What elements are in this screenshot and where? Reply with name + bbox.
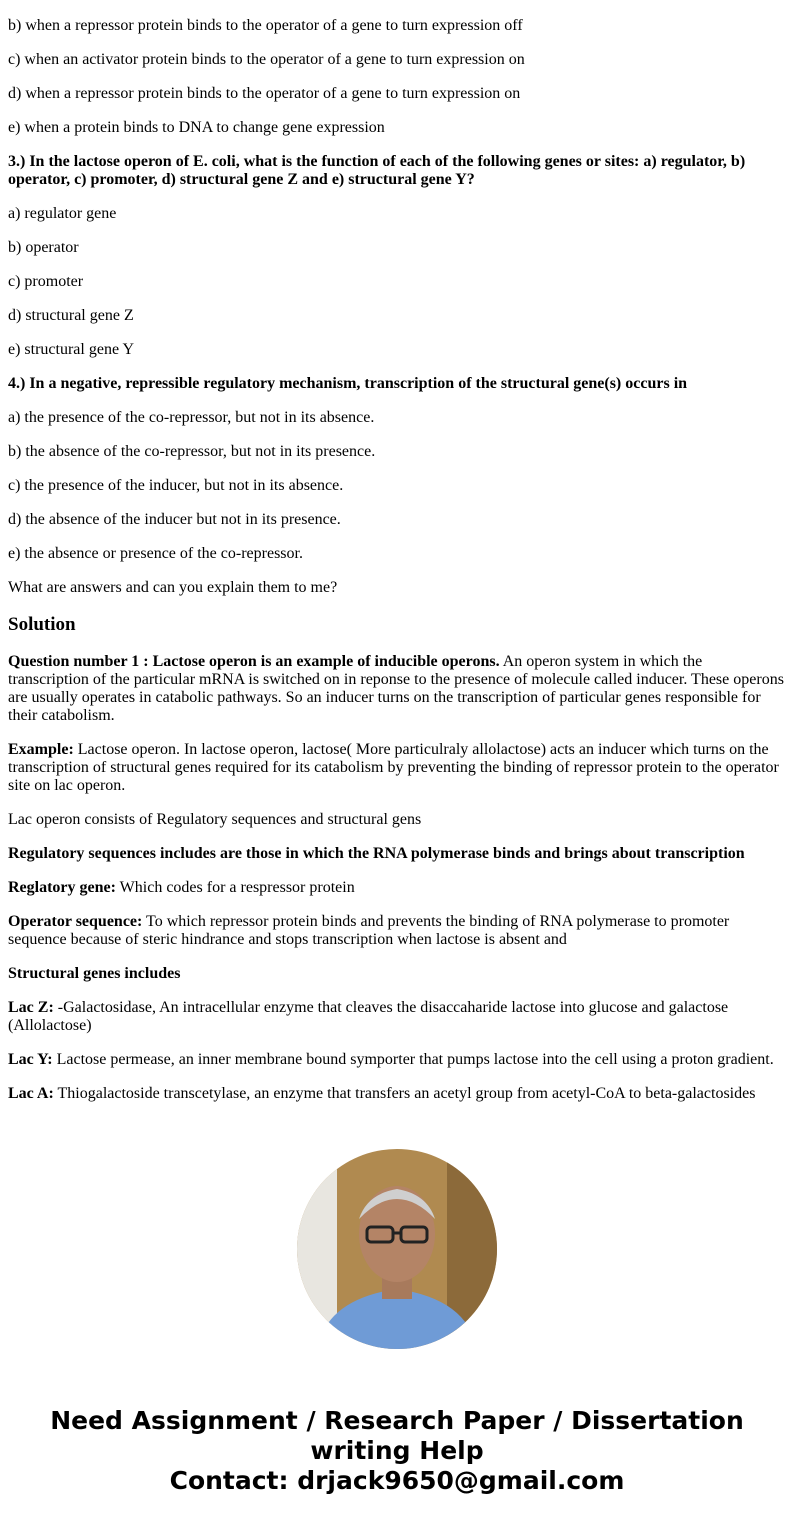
q2-option: d) when a repressor protein binds to the operator of a gene to turn expression on — [8, 85, 521, 102]
q3-question: 3.) In the lactose operon of E. coli, what is the function of each of the following genes or sites: a) regulator, b) operator, c) promoter, d) structural gene Z and e) structural gene Y? — [8, 153, 746, 188]
para-bold: Operator sequence: — [8, 913, 143, 930]
q4-option: d) the absence of the inducer but not in its presence. — [8, 511, 341, 528]
solution-paragraph — [8, 1085, 786, 1103]
para-bold: Lac Z: — [8, 999, 54, 1016]
q2-option: c) when an activator protein binds to the operator of a gene to turn expression on — [8, 51, 525, 68]
q2-option: e) when a protein binds to DNA to change gene expression — [8, 119, 385, 136]
solution-heading: Solution — [8, 614, 76, 635]
para-text: Which codes for a respressor protein — [115, 879, 355, 896]
q3-option: c) promoter — [8, 273, 84, 290]
para-text: -Galactosidase, An intracellular enzyme that cleaves the disaccaharide lactose into glucose and galactose (Allolactose) — [8, 999, 729, 1034]
para-bold: Structural genes includes — [8, 965, 181, 982]
solution-paragraph — [8, 845, 786, 863]
solution-paragraph — [8, 811, 786, 829]
solution-paragraph — [8, 999, 786, 1035]
solution-paragraph — [8, 741, 786, 795]
para-text: An operon system in which the transcription of the particular mRNA is switched on in reponse to the presence of molecule called inducer. These operons are usually operates in catabolic pathways. So an inducer turns on the transcription of particular genes responsible for their catabolism. — [8, 653, 784, 724]
para-text: Lactose permease, an inner membrane bound symporter that pumps lactose into the cell using a proton gradient. — [52, 1051, 774, 1068]
q4-option: c) the presence of the inducer, but not in its absence. — [8, 477, 344, 494]
q4-question: 4.) In a negative, repressible regulatory mechanism, transcription of the structural gene(s) occurs in — [8, 375, 688, 392]
para-text: Lac operon consists of Regulatory sequences and structural gens — [8, 811, 422, 828]
q2-option: b) when a repressor protein binds to the operator of a gene to turn expression off — [8, 17, 523, 34]
para-text: Lactose operon. In lactose operon, lactose( More particulraly allolactose) acts an inducer which turns on the transcription of structural genes required for its catabolism by preventing the binding of repressor protein to the operator site on lac operon. — [8, 741, 779, 794]
footer-banner — [8, 1406, 786, 1496]
ask-text: What are answers and can you explain them to me? — [8, 579, 338, 596]
q4-option: e) the absence or presence of the co-repressor. — [8, 545, 303, 562]
question-content — [8, 17, 786, 597]
solution-paragraph — [8, 913, 786, 949]
solution-paragraph — [8, 1051, 786, 1069]
q3-option: a) regulator gene — [8, 205, 117, 222]
solution-paragraph — [8, 965, 786, 983]
para-text: To which repressor protein binds and prevents the binding of RNA polymerase to promoter sequence because of steric hindrance and stops transcription when lactose is absent and — [8, 913, 730, 948]
para-bold: Lac Y: — [8, 1051, 53, 1068]
q3-option: b) operator — [8, 239, 79, 256]
q4-option: b) the absence of the co-repressor, but not in its presence. — [8, 443, 376, 460]
author-photo — [297, 1149, 497, 1349]
q3-option: e) structural gene Y — [8, 341, 135, 358]
para-text: Thiogalactoside transcetylase, an enzyme that transfers an acetyl group from acetyl-CoA to beta-galactosides — [53, 1085, 756, 1102]
q4-option: a) the presence of the co-repressor, but not in its absence. — [8, 409, 375, 426]
para-bold: Regulatory sequences includes are those in which the RNA polymerase binds and brings about transcription — [8, 845, 745, 862]
solution-content — [8, 653, 786, 1103]
q3-option: d) structural gene Z — [8, 307, 134, 324]
footer-contact[interactable]: Contact: drjack9650@gmail.com — [169, 1466, 625, 1495]
para-bold: Example: — [8, 741, 74, 758]
para-bold: Question number 1 : Lactose operon is an example of inducible operons. — [8, 653, 500, 670]
footer-line-help: Need Assignment / Research Paper / Dissertation writing Help — [50, 1406, 744, 1465]
para-bold: Lac A: — [8, 1085, 54, 1102]
solution-paragraph — [8, 879, 786, 897]
author-photo-container — [8, 1149, 786, 1354]
para-bold: Reglatory gene: — [8, 879, 116, 896]
solution-paragraph — [8, 653, 786, 725]
